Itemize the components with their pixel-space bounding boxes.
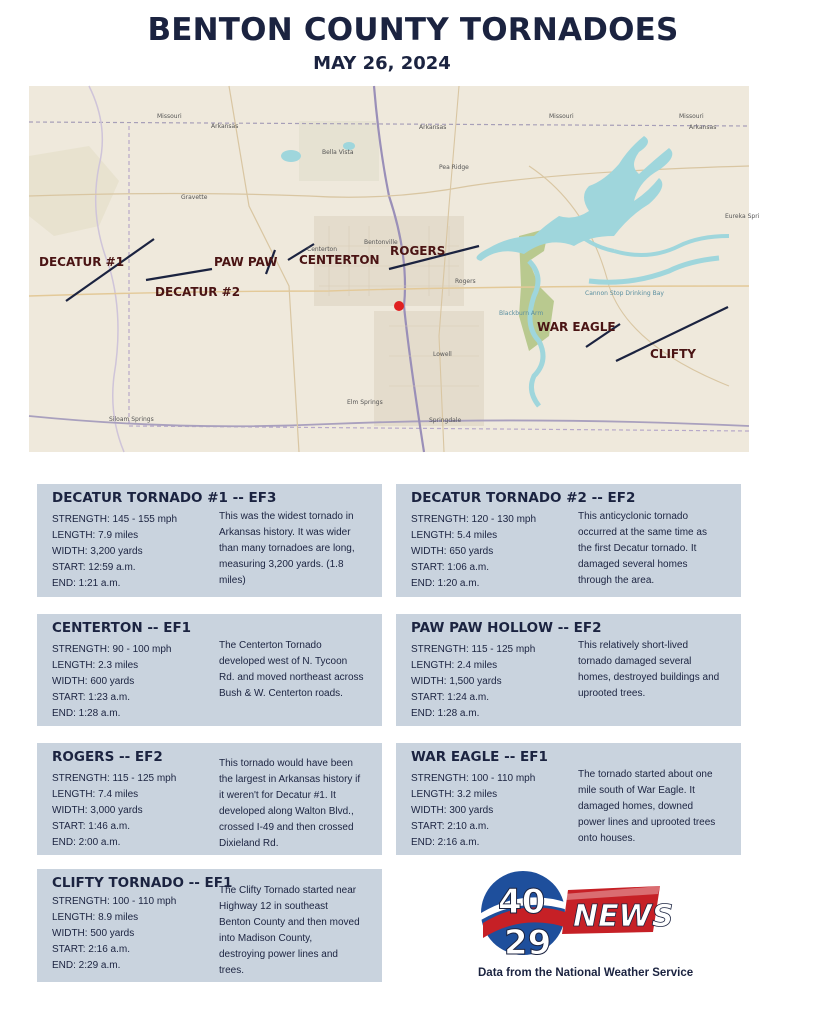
stat-width: WIDTH: 650 yards xyxy=(411,546,494,557)
stat-strength: STRENGTH: 145 - 155 mph xyxy=(52,514,178,525)
tornado-card-decatur2 xyxy=(396,484,741,597)
stat-end: END: 1:28 a.m. xyxy=(411,708,480,719)
stat-start: START: 12:59 a.m. xyxy=(52,562,136,573)
town-label: Blackburn Arm xyxy=(499,310,544,317)
stat-strength: STRENGTH: 115 - 125 mph xyxy=(52,773,177,784)
card-description: The Clifty Tornado started near Highway 12 in southeast Benton County and then moved into Madison County, destroying power lines and trees. xyxy=(219,885,360,976)
town-label: Missouri xyxy=(157,113,182,120)
town-label: Eureka Spri xyxy=(725,213,760,220)
stat-start: START: 1:46 a.m. xyxy=(52,821,130,832)
data-source: Data from the National Weather Service xyxy=(478,967,694,979)
page-title: BENTON COUNTY TORNADOES xyxy=(147,12,679,48)
map-label-decatur2: DECATUR #2 xyxy=(155,285,241,299)
stat-start: START: 1:24 a.m. xyxy=(411,692,489,703)
stat-strength: STRENGTH: 115 - 125 mph xyxy=(411,644,536,655)
stat-width: WIDTH: 300 yards xyxy=(411,805,494,816)
card-title: WAR EAGLE -- EF1 xyxy=(411,749,548,765)
town-label: Arkansas xyxy=(419,124,447,131)
card-description: The Centerton Tornado developed west of N. Tycoon Rd. and moved northeast across Bush & W. Centerton roads. xyxy=(219,640,364,699)
card-title: CENTERTON -- EF1 xyxy=(52,620,192,636)
stat-start: START: 2:10 a.m. xyxy=(411,821,489,832)
card-stats xyxy=(52,894,176,974)
stat-start: START: 1:06 a.m. xyxy=(411,562,489,573)
town-label: Pea Ridge xyxy=(439,164,469,171)
card-stats xyxy=(411,771,535,851)
stat-end: END: 2:00 a.m. xyxy=(52,837,121,848)
stat-width: WIDTH: 600 yards xyxy=(52,676,135,687)
card-stats xyxy=(52,771,176,851)
logo-number-top: 40 xyxy=(498,882,546,922)
stat-length: LENGTH: 7.4 miles xyxy=(52,789,139,800)
stat-end: END: 1:20 a.m. xyxy=(411,578,480,589)
stat-width: WIDTH: 500 yards xyxy=(52,928,135,939)
card-description: This relatively short-lived tornado damaged several homes, destroyed buildings and uprooted trees. xyxy=(578,640,720,699)
stat-length: LENGTH: 8.9 miles xyxy=(52,912,139,923)
map-label-decatur1: DECATUR #1 xyxy=(39,255,125,269)
map-label-pawpaw: PAW PAW xyxy=(214,255,278,269)
tornado-card-rogers xyxy=(37,743,382,855)
stat-end: END: 2:16 a.m. xyxy=(411,837,480,848)
card-stats xyxy=(411,642,535,722)
card-title: ROGERS -- EF2 xyxy=(52,749,163,765)
stat-length: LENGTH: 7.9 miles xyxy=(52,530,139,541)
stat-end: END: 1:21 a.m. xyxy=(52,578,121,589)
stat-length: LENGTH: 2.3 miles xyxy=(52,660,139,671)
town-label: Bentonville xyxy=(364,239,398,246)
card-title: PAW PAW HOLLOW -- EF2 xyxy=(411,620,602,636)
station-logo xyxy=(478,868,678,968)
tornado-card-pawpaw xyxy=(396,614,741,726)
tornado-track-map[interactable] xyxy=(29,86,760,452)
stat-start: START: 2:16 a.m. xyxy=(52,944,130,955)
town-label: Elm Springs xyxy=(347,399,383,406)
town-label: Arkansas xyxy=(689,124,717,131)
card-description: This was the widest tornado in Arkansas history. It was wider than many tornadoes are long, measuring 3,200 yards. (1.8 miles) xyxy=(219,511,355,586)
card-stats xyxy=(52,512,177,592)
town-label: Rogers xyxy=(455,278,476,285)
page-date: MAY 26, 2024 xyxy=(313,53,451,74)
town-label: Missouri xyxy=(679,113,704,120)
map-label-clifty: CLIFTY xyxy=(650,347,696,361)
tornado-card-centerton xyxy=(37,614,382,726)
card-description: This anticyclonic tornado occurred at the same time as the first Decatur tornado. It damaged several homes through the area. xyxy=(578,511,707,586)
stat-length: LENGTH: 3.2 miles xyxy=(411,789,498,800)
tornado-card-war-eagle xyxy=(396,743,741,855)
card-stats xyxy=(52,642,171,722)
card-description: This tornado would have been the largest in Arkansas history if it weren't for Decatur #1. It developed along Walton Blvd., crossed I-49 and then crossed Dixieland Rd. xyxy=(219,758,361,849)
urban-area-springdale xyxy=(374,311,484,426)
logo-number-bottom: 29 xyxy=(504,923,552,963)
card-title: CLIFTY TORNADO -- EF1 xyxy=(52,875,233,891)
card-title: DECATUR TORNADO #1 -- EF3 xyxy=(52,490,277,506)
town-label: Cannon Stop Drinking Bay xyxy=(585,290,664,297)
stat-strength: STRENGTH: 90 - 100 mph xyxy=(52,644,172,655)
stat-end: END: 2:29 a.m. xyxy=(52,960,121,971)
map-canvas xyxy=(29,86,749,452)
tornado-card-decatur1 xyxy=(37,484,382,597)
stat-start: START: 1:23 a.m. xyxy=(52,692,130,703)
card-stats xyxy=(411,512,536,592)
map-label-centerton: CENTERTON xyxy=(299,253,380,267)
stat-strength: STRENGTH: 120 - 130 mph xyxy=(411,514,537,525)
map-label-war-eagle: WAR EAGLE xyxy=(537,320,616,334)
logo-brand: NEWS xyxy=(573,899,674,934)
stat-width: WIDTH: 1,500 yards xyxy=(411,676,502,687)
stat-width: WIDTH: 3,000 yards xyxy=(52,805,143,816)
card-description: The tornado started about one mile south of War Eagle. It damaged homes, downed power lines and uprooted trees onto houses. xyxy=(578,769,716,844)
town-label: Missouri xyxy=(549,113,574,120)
town-label: Lowell xyxy=(433,351,452,358)
lake xyxy=(281,150,301,162)
town-label: Siloam Springs xyxy=(109,416,154,423)
town-label: Gravette xyxy=(181,194,208,201)
stat-strength: STRENGTH: 100 - 110 mph xyxy=(52,896,177,907)
tornado-card-clifty xyxy=(37,869,382,982)
logo-graphic xyxy=(478,868,678,968)
stat-width: WIDTH: 3,200 yards xyxy=(52,546,143,557)
map-label-rogers: ROGERS xyxy=(390,244,446,258)
card-title: DECATUR TORNADO #2 -- EF2 xyxy=(411,490,636,506)
town-label: Centerton xyxy=(307,246,338,253)
stat-strength: STRENGTH: 100 - 110 mph xyxy=(411,773,536,784)
stat-length: LENGTH: 2.4 miles xyxy=(411,660,498,671)
stat-length: LENGTH: 5.4 miles xyxy=(411,530,498,541)
town-label: Springdale xyxy=(429,417,462,424)
stat-end: END: 1:28 a.m. xyxy=(52,708,121,719)
town-label: Bella Vista xyxy=(322,149,354,156)
location-marker xyxy=(394,301,404,311)
town-label: Arkansas xyxy=(211,123,239,130)
